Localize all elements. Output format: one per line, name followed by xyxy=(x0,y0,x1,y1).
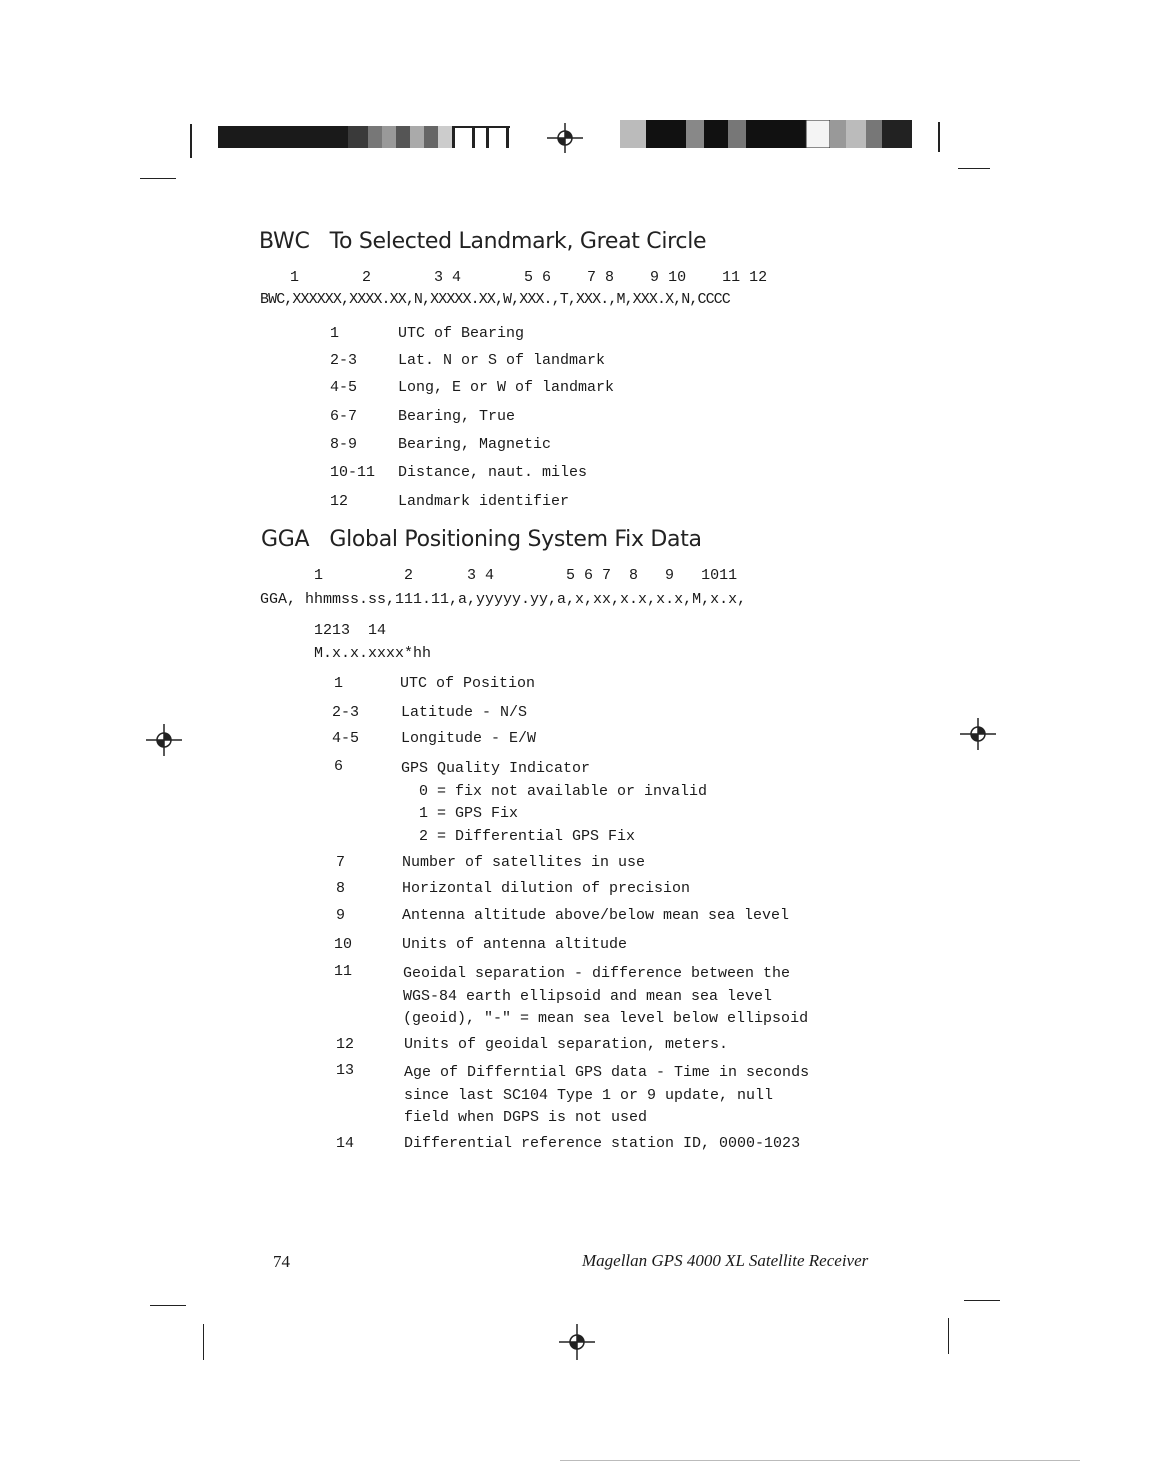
registration-mark-bottom xyxy=(559,1324,595,1360)
gga-field-num: 9 xyxy=(336,907,346,924)
book-title: Magellan GPS 4000 XL Satellite Receiver xyxy=(582,1251,869,1270)
gga-heading: GGA Global Positioning System Fix Data xyxy=(261,527,702,552)
crop-mark-bottom-right-horizontal xyxy=(964,1300,1000,1301)
bwc-field-num: 6-7 xyxy=(330,408,358,425)
bwc-index-line: 1 2 3 4 5 6 7 8 9 10 11 12 xyxy=(272,269,768,286)
crop-mark-right-horizontal xyxy=(958,168,990,169)
gga-field-num: 2-3 xyxy=(332,704,360,721)
bwc-field-num: 10-11 xyxy=(330,464,376,481)
gga-field-num: 13 xyxy=(336,1062,355,1079)
gga-field-desc: Longitude - E/W xyxy=(401,730,537,747)
gga-field-desc: Geoidal separation - difference between the WGS-84 earth ellipsoid and mean sea level (geoid), "-" = mean sea level below ellipsoid xyxy=(403,965,809,1027)
gga-field-num: 1 xyxy=(334,675,344,692)
bwc-format-line: BWC,XXXXXX,XXXX.XX,N,XXXXX.XX,W,XXX.,T,XXX.,M,XXX.X,N,CCCC xyxy=(260,291,730,308)
bwc-field-desc: Bearing, Magnetic xyxy=(398,436,552,453)
bwc-field-num: 12 xyxy=(330,493,349,510)
gga-field-desc: Units of geoidal separation, meters. xyxy=(404,1036,729,1053)
crop-mark-left-horizontal xyxy=(140,178,176,179)
gga-field-desc: Differential reference station ID, 0000-1023 xyxy=(404,1135,801,1152)
bwc-field-desc: Long, E or W of landmark xyxy=(398,379,615,396)
crop-mark-right-vertical xyxy=(938,122,940,152)
gga-field-desc: Units of antenna altitude xyxy=(402,936,628,953)
bwc-field-desc: Landmark identifier xyxy=(398,493,570,510)
bwc-field-desc: UTC of Bearing xyxy=(398,325,525,342)
color-bar-left xyxy=(218,124,510,150)
gga-field-num: 4-5 xyxy=(332,730,360,747)
registration-mark-right xyxy=(960,718,996,750)
crop-mark-bottom-right-vertical xyxy=(948,1318,949,1354)
gga-field-num: 11 xyxy=(334,963,353,980)
gga-format-line: GGA, hhmmss.ss,111.11,a,yyyyy.yy,a,x,xx,x.x,x.x,M,x.x, xyxy=(260,591,747,608)
bwc-heading: BWC To Selected Landmark, Great Circle xyxy=(259,229,707,254)
gga-format-line-2: M.x.x.xxxx*hh xyxy=(314,645,432,662)
color-bar-right xyxy=(620,120,912,148)
gga-field-num: 6 xyxy=(334,758,344,775)
gga-field-num: 12 xyxy=(336,1036,355,1053)
bwc-field-num: 2-3 xyxy=(330,352,358,369)
gga-field-desc: Horizontal dilution of precision xyxy=(402,880,691,897)
crop-mark-bottom-left-vertical xyxy=(203,1324,204,1360)
gga-field-desc: Latitude - N/S xyxy=(401,704,528,721)
bwc-field-desc: Distance, naut. miles xyxy=(398,464,588,481)
gga-field-desc: UTC of Position xyxy=(400,675,536,692)
bwc-field-desc: Lat. N or S of landmark xyxy=(398,352,606,369)
bwc-field-num: 4-5 xyxy=(330,379,358,396)
registration-mark-top xyxy=(547,123,583,153)
gga-field-num: 8 xyxy=(336,880,346,897)
crop-mark-left-vertical xyxy=(190,124,192,158)
gga-field-desc: Antenna altitude above/below mean sea level xyxy=(402,907,790,924)
gga-index-line: 1 2 3 4 5 6 7 8 9 1011 xyxy=(314,567,738,584)
page-number: 74 xyxy=(273,1252,290,1271)
gga-field-num: 14 xyxy=(336,1135,355,1152)
gga-field-desc: Age of Differntial GPS data - Time in seconds since last SC104 Type 1 or 9 update, null field when DGPS is not used xyxy=(404,1064,810,1126)
gga-index-line-2: 1213 14 xyxy=(314,622,387,639)
bwc-field-num: 1 xyxy=(330,325,340,342)
registration-mark-left xyxy=(146,724,182,756)
gga-field-num: 10 xyxy=(334,936,353,953)
gga-field-num: 7 xyxy=(336,854,346,871)
gga-field-desc: Number of satellites in use xyxy=(402,854,646,871)
gga-field-desc: GPS Quality Indicator 0 = fix not available or invalid 1 = GPS Fix 2 = Differential GPS Fix xyxy=(401,760,708,845)
bottom-scan-edge xyxy=(560,1460,1080,1461)
crop-mark-bottom-left-horizontal xyxy=(150,1305,186,1306)
bwc-field-num: 8-9 xyxy=(330,436,358,453)
bwc-field-desc: Bearing, True xyxy=(398,408,516,425)
